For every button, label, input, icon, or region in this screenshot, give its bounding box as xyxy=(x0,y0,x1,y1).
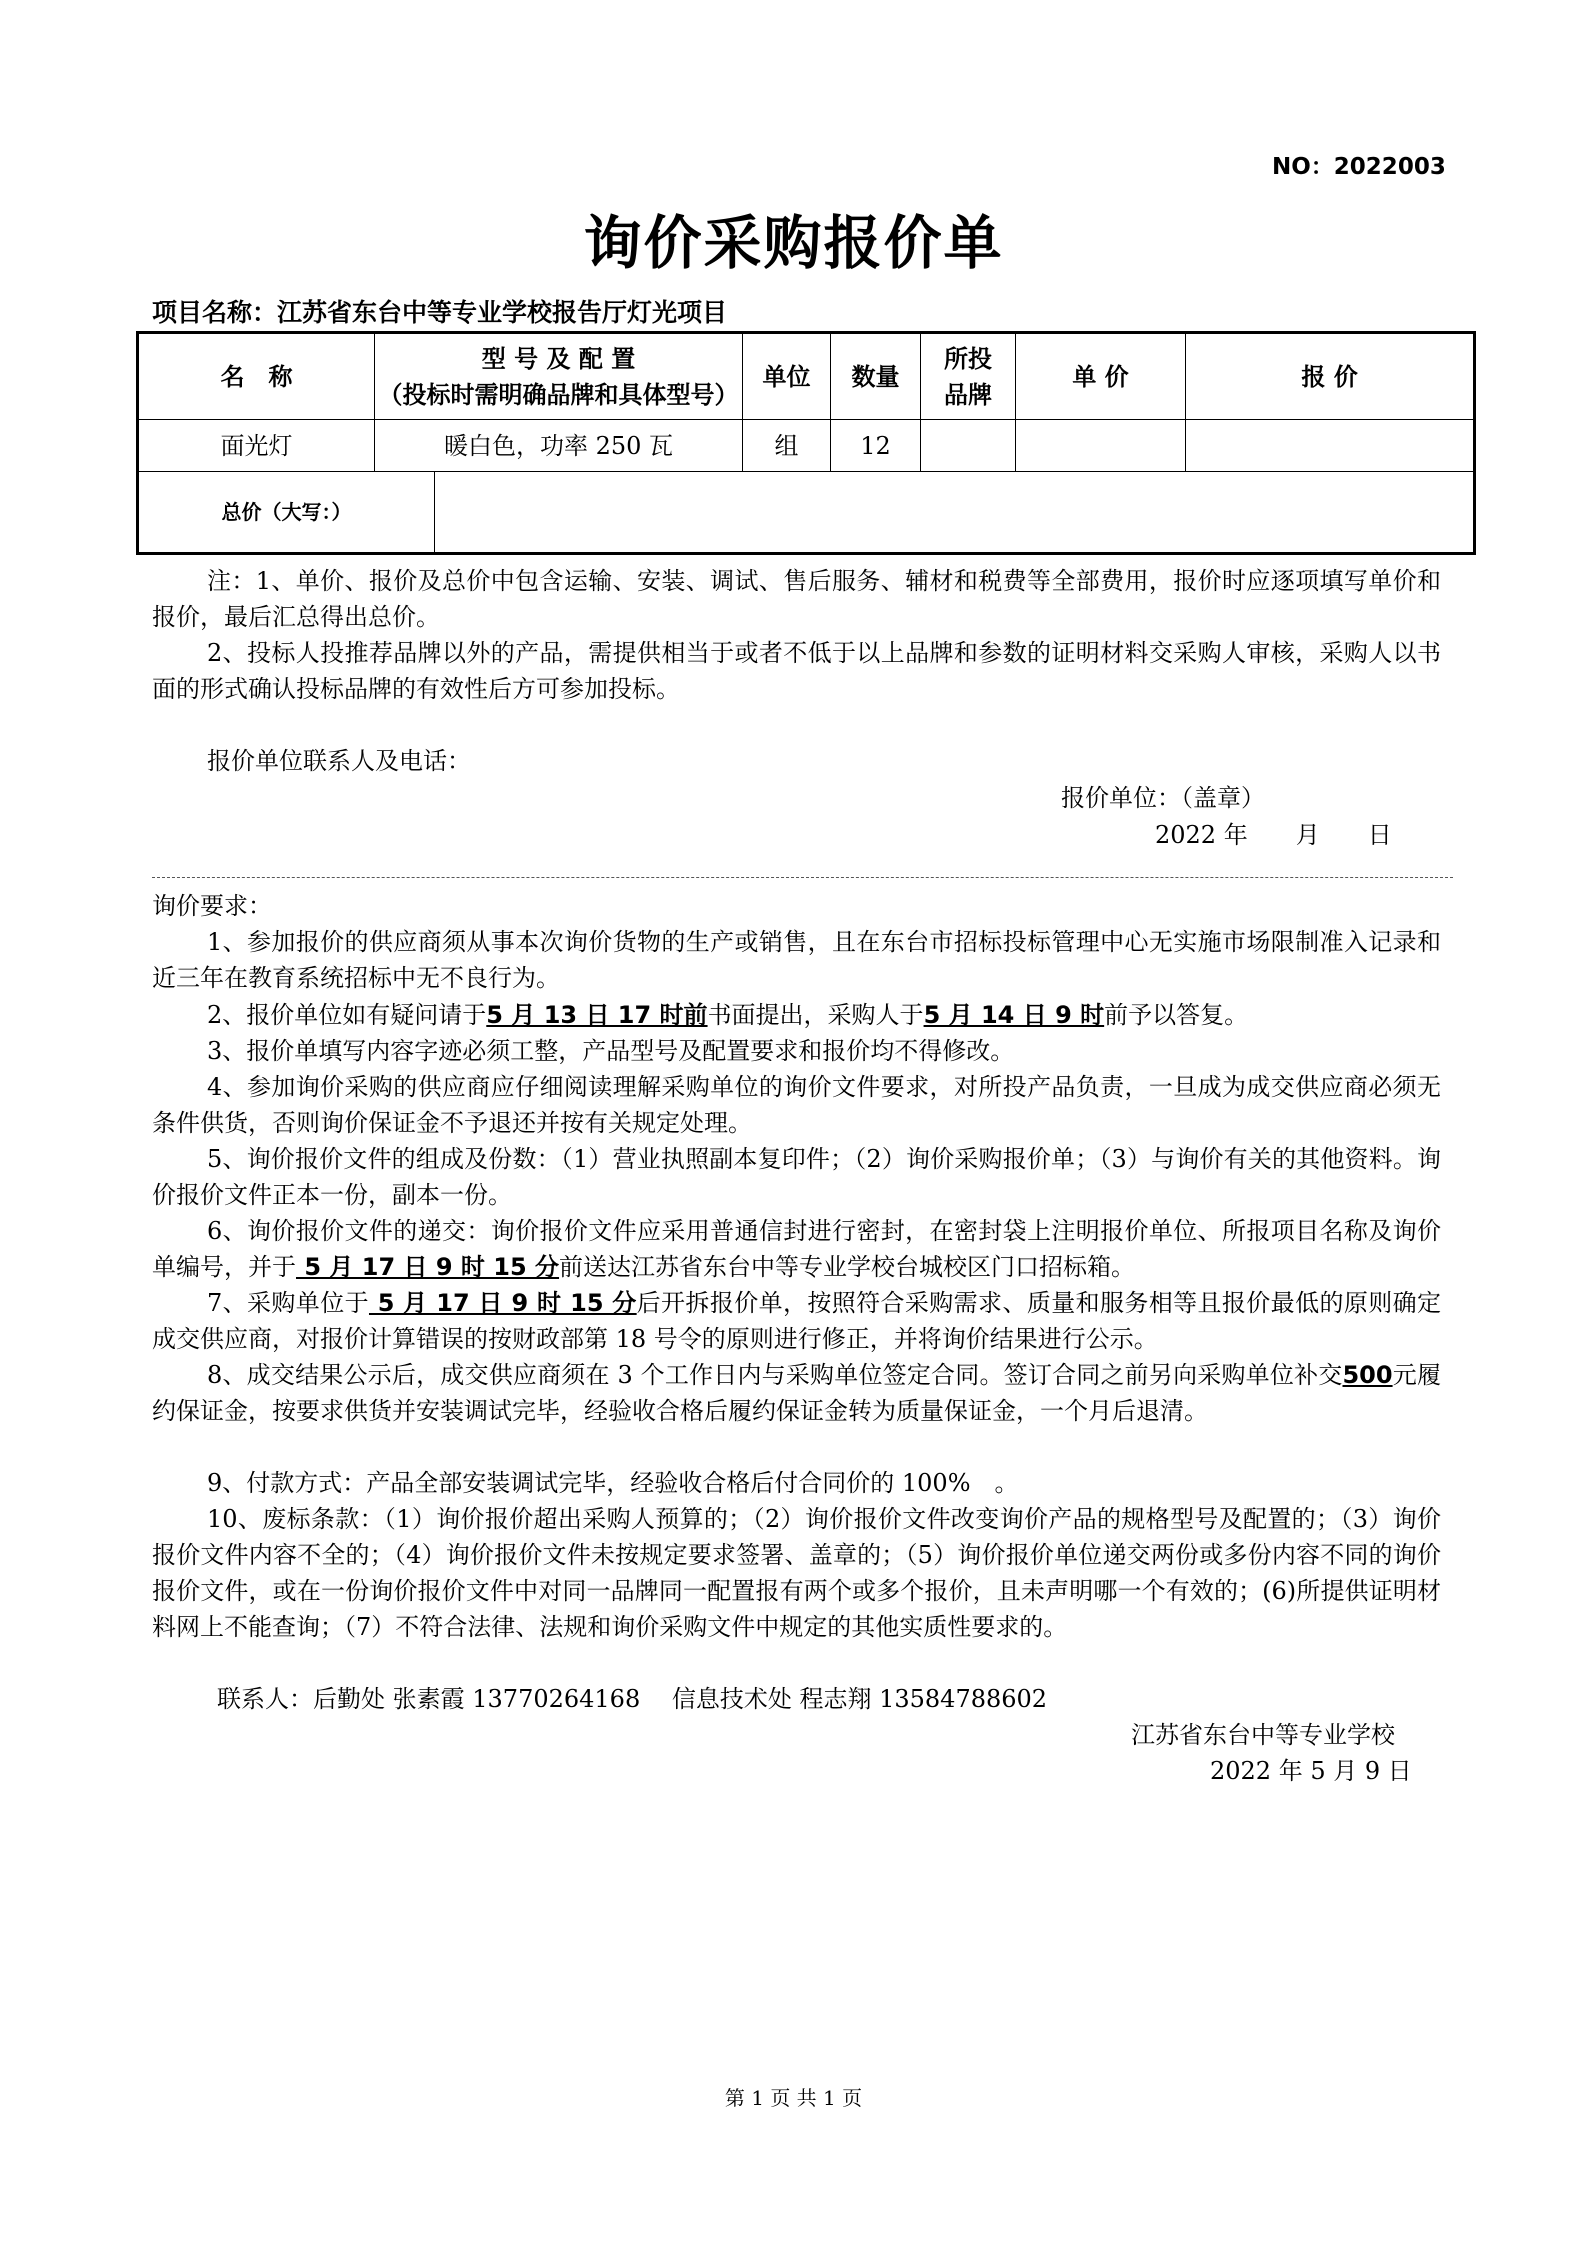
header-name: 名 称 xyxy=(138,333,375,420)
page-title: 询价采购报价单 xyxy=(583,209,1004,277)
contact-persons: 联系人：后勤处 张素霞 13770264168 信息技术处 程志翔 13584788602 xyxy=(217,1685,1048,1713)
requirement-8-text-a: 8、成交结果公示后，成交供应商须在 3 个工作日内与采购单位签定合同。签订合同之前另向采购单位补交 xyxy=(207,1361,1343,1389)
document-number: NO：2022003 xyxy=(1272,154,1446,180)
total-value[interactable] xyxy=(435,472,1475,554)
header-brand-line1: 所投 xyxy=(944,344,993,373)
requirement-7-text-b: 后开拆报价单，按照符合采购需求、质量和服务相等且报价最低的原则确定成交供应商，对报价计算错误的按财政部第 18 号令的原则进行修正，并将询价结果进行公示。 xyxy=(152,1289,1441,1353)
requirement-6 xyxy=(152,1213,1441,1285)
requirement-6-text-a: 6、询价报价文件的递交：询价报价文件应采用普通信封进行密封，在密封袋上注明报价单位、所报项目名称及询价单编号，并于 xyxy=(152,1217,1441,1281)
cell-unit-price[interactable] xyxy=(1016,420,1186,472)
header-qty: 数量 xyxy=(831,333,921,420)
header-spec-line2: （投标时需明确品牌和具体型号） xyxy=(378,380,739,409)
header-spec xyxy=(375,333,743,420)
table-header-row xyxy=(138,333,1475,420)
quote-table xyxy=(136,331,1476,555)
project-name: 项目名称：江苏省东台中等专业学校报告厅灯光项目 xyxy=(152,298,728,327)
requirement-9: 9、付款方式：产品全部安装调试完毕，经验收合格后付合同价的 100% 。 xyxy=(207,1469,1019,1497)
header-quote: 报 价 xyxy=(1186,333,1475,420)
section-divider xyxy=(152,877,1453,878)
requirement-2-text-a: 2、报价单位如有疑问请于 xyxy=(207,1001,487,1029)
requirement-8 xyxy=(152,1357,1441,1429)
cell-qty: 12 xyxy=(831,420,921,472)
cell-quote[interactable] xyxy=(1186,420,1475,472)
header-spec-line1: 型 号 及 配 置 xyxy=(481,344,636,373)
cell-unit: 组 xyxy=(743,420,831,472)
header-brand xyxy=(921,333,1016,420)
requirements-heading: 询价要求： xyxy=(152,892,272,920)
sign-date: 2022 年 月 日 xyxy=(1155,821,1392,849)
requirement-7 xyxy=(152,1285,1441,1357)
issue-date: 2022 年 5 月 9 日 xyxy=(1210,1757,1412,1785)
requirement-1: 1、参加报价的供应商须从事本次询价货物的生产或销售，且在东台市招标投标管理中心无实施市场限制准入记录和近三年在教育系统招标中无不良行为。 xyxy=(152,928,1441,992)
submission-deadline: 5 月 17 日 9 时 15 分 xyxy=(296,1253,560,1281)
requirement-2-text-b: 书面提出，采购人于 xyxy=(707,1001,924,1029)
requirement-2 xyxy=(152,997,1441,1033)
header-brand-line2: 品牌 xyxy=(944,380,993,409)
requirement-5: 5、询价报价文件的组成及份数：（1）营业执照副本复印件；（2）询价采购报价单；（3）与询价有关的其他资料。询价报价文件正本一份，副本一份。 xyxy=(152,1145,1441,1209)
issuing-organization: 江苏省东台中等专业学校 xyxy=(1131,1721,1395,1749)
total-label: 总价（大写：） xyxy=(138,472,435,554)
requirement-2-text-c: 前予以答复。 xyxy=(1104,1001,1249,1029)
requirement-4: 4、参加询价采购的供应商应仔细阅读理解采购单位的询价文件要求，对所投产品负责，一旦成为成交供应商必须无条件供货，否则询价保证金不予退还并按有关规定处理。 xyxy=(152,1073,1441,1137)
note-1: 注：1、单价、报价及总价中包含运输、安装、调试、售后服务、辅材和税费等全部费用，报价时应逐项填写单价和报价，最后汇总得出总价。 xyxy=(152,567,1441,631)
deposit-amount: 500 xyxy=(1342,1361,1393,1389)
total-row xyxy=(138,472,1475,554)
header-unit: 单位 xyxy=(743,333,831,420)
header-unit-price: 单 价 xyxy=(1016,333,1186,420)
cell-spec: 暖白色，功率 250 瓦 xyxy=(375,420,743,472)
requirement-7-text-a: 7、采购单位于 xyxy=(207,1289,369,1317)
requirement-8-text-b: 元履约保证金，按要求供货并安装调试完毕，经验收合格后履约保证金转为质量保证金，一个月后退清。 xyxy=(152,1361,1441,1425)
page-number: 第 1 页 共 1 页 xyxy=(724,2086,863,2110)
question-deadline: 5 月 13 日 17 时前 xyxy=(486,1001,708,1029)
seal-label: 报价单位：（盖章） xyxy=(1061,784,1265,812)
requirement-6-text-b: 前送达江苏省东台中等专业学校台城校区门口招标箱。 xyxy=(559,1253,1136,1281)
table-row xyxy=(138,420,1475,472)
cell-brand[interactable] xyxy=(921,420,1016,472)
reply-deadline: 5 月 14 日 9 时 xyxy=(923,1001,1105,1029)
contact-label: 报价单位联系人及电话： xyxy=(207,747,471,775)
note-2: 2、投标人投推荐品牌以外的产品，需提供相当于或者不低于以上品牌和参数的证明材料交采购人审核，采购人以书面的形式确认投标品牌的有效性后方可参加投标。 xyxy=(152,639,1441,703)
requirement-3: 3、报价单填写内容字迹必须工整，产品型号及配置要求和报价均不得修改。 xyxy=(207,1037,1015,1065)
opening-time: 5 月 17 日 9 时 15 分 xyxy=(368,1289,637,1317)
requirement-10: 10、废标条款：（1）询价报价超出采购人预算的；（2）询价报价文件改变询价产品的规格型号及配置的；（3）询价报价文件内容不全的；（4）询价报价文件未按规定要求签署、盖章的；（5）询价报价单位递交两份或多份内容不同的询价报价文件，或在一份询价报价文件中对同一品牌同一配置报有两个或多个报价，且未声明哪一个有效的；(6)所提供证明材料网上不能查询；（7）不符合法律、法规和询价采购文件中规定的其他实质性要求的。 xyxy=(152,1505,1441,1641)
cell-name: 面光灯 xyxy=(138,420,375,472)
